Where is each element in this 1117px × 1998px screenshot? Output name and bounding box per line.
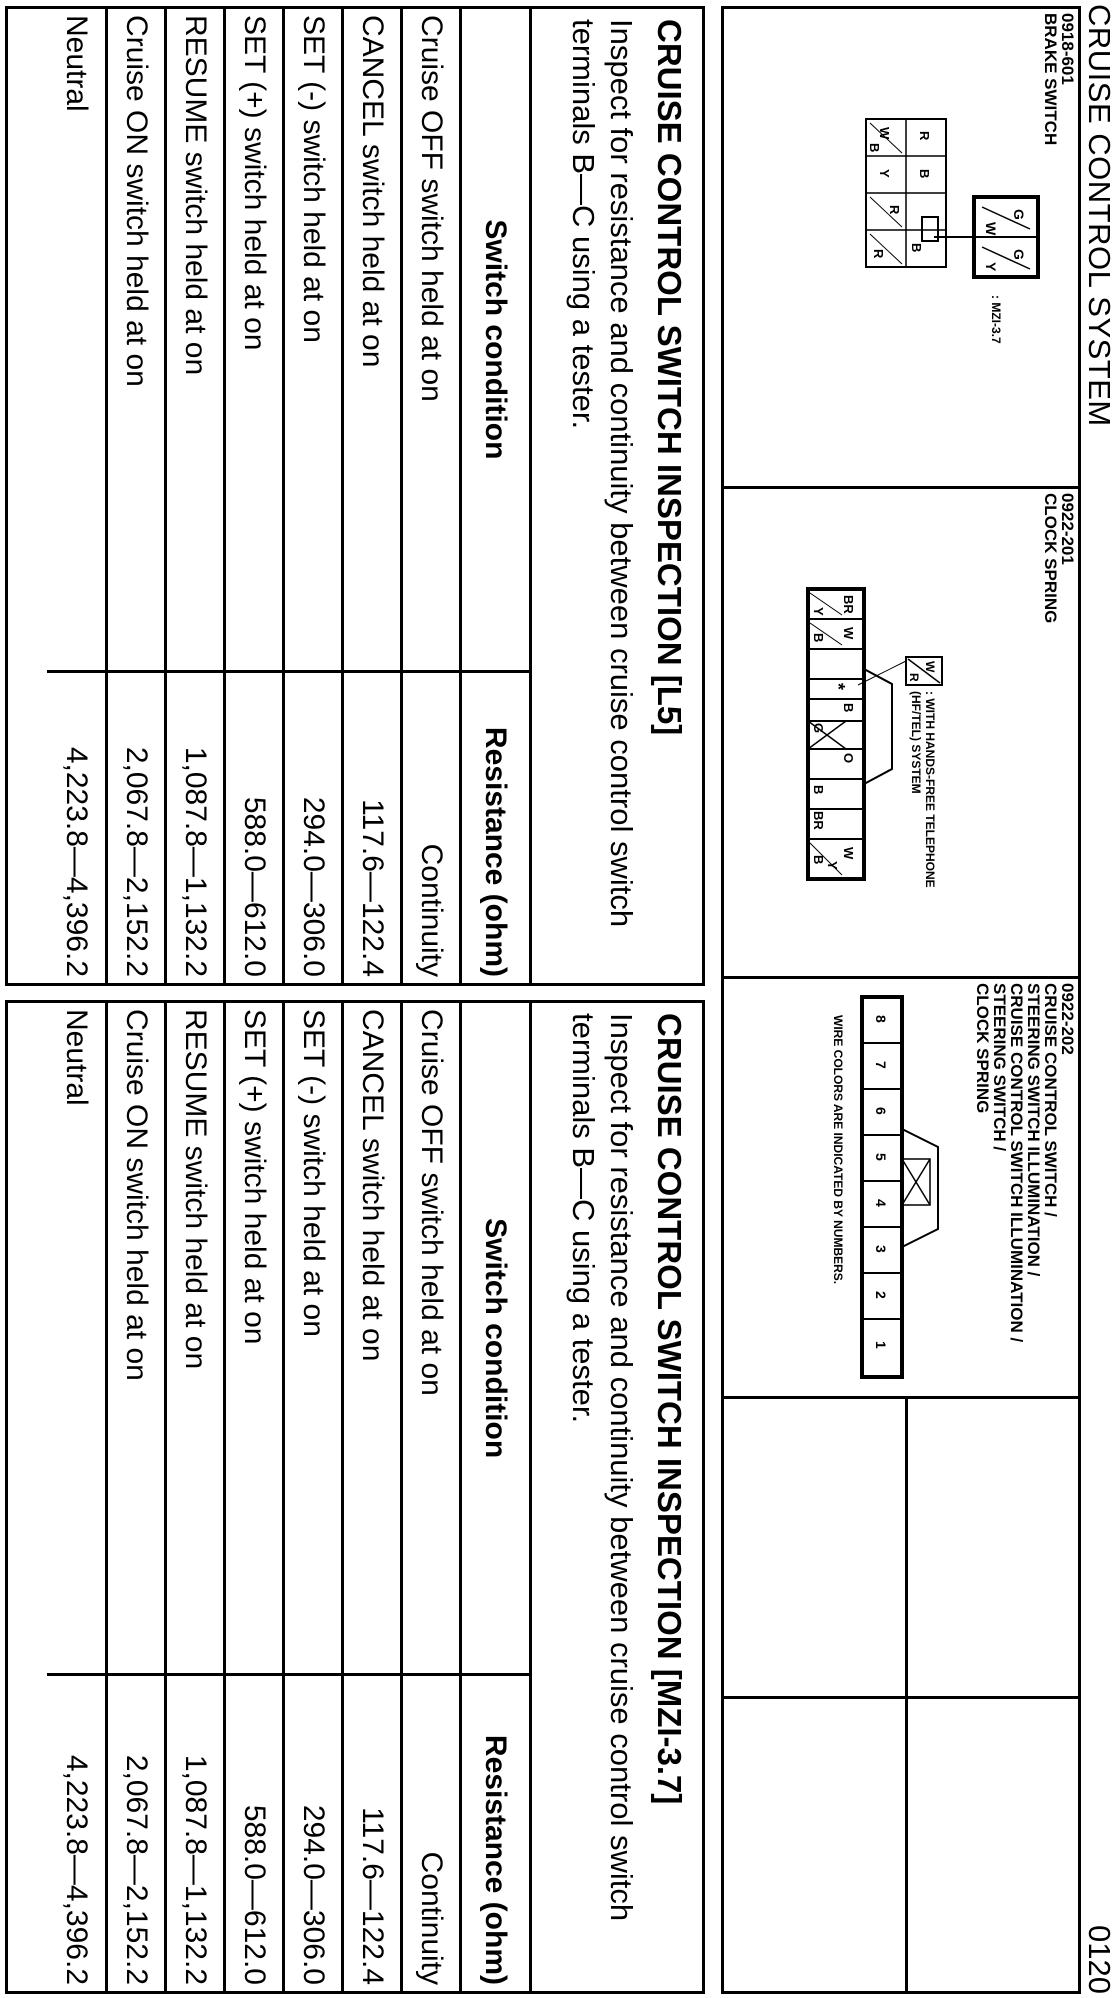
- switch-condition-cell: CANCEL switch held at on: [343, 9, 402, 671]
- connector-name: [1042, 9, 1059, 486]
- pin-label: W: [923, 661, 937, 673]
- pin-number: 5: [873, 1153, 889, 1161]
- pin-number: 7: [873, 1061, 889, 1069]
- switch-condition-cell: Cruise OFF switch held at on: [402, 9, 461, 671]
- resistance-cell: 117.6—122.4: [343, 1675, 402, 1991]
- page-title: CRUISE CONTROL SYSTEM: [1082, 4, 1117, 427]
- table-row: [48, 9, 107, 983]
- pin-label: W: [841, 847, 856, 860]
- pin-label: B: [917, 169, 932, 179]
- table-header-row: [461, 1003, 531, 1991]
- column-header-resistance: Resistance (ohm): [461, 671, 531, 983]
- connector-id: 0922-201: [1058, 493, 1077, 565]
- pin-number: 8: [873, 1015, 889, 1023]
- table-row: [343, 9, 402, 983]
- connector-cell-empty: [724, 1699, 1078, 1991]
- pin-label: B: [841, 703, 856, 713]
- brake-switch-connector-diagram: [722, 9, 1042, 489]
- resistance-cell: 2,067.8—2,152.2: [107, 671, 166, 983]
- column-header-switch-condition: Switch condition: [461, 1003, 531, 1675]
- resistance-table: [48, 9, 533, 983]
- connector-cell-brake-switch: [724, 9, 1078, 489]
- hf-tel-note: : WITH HANDS-FREE TELEPHONE: [923, 691, 937, 888]
- brake-switch-upper-connector: [934, 197, 1038, 277]
- connector-strip: [721, 6, 1081, 1994]
- pin-number: 4: [873, 1199, 889, 1207]
- switch-condition-cell: RESUME switch held at on: [166, 1003, 225, 1675]
- switch-condition-cell: RESUME switch held at on: [166, 9, 225, 671]
- table-row: [166, 9, 225, 983]
- pin-label: G: [811, 723, 826, 734]
- switch-condition-cell: SET (-) switch held at on: [284, 1003, 343, 1675]
- column-header-resistance: Resistance (ohm): [461, 1675, 531, 1991]
- hf-tel-key: [906, 657, 942, 888]
- resistance-cell: 294.0—306.0: [284, 671, 343, 983]
- switch-condition-cell: Cruise ON switch held at on: [107, 9, 166, 671]
- pin-label: G: [1011, 209, 1027, 220]
- resistance-cell: 4,223.8—4,396.2: [48, 671, 107, 983]
- pin-label: R: [917, 131, 932, 141]
- pin-label: G: [1011, 249, 1027, 260]
- switch-condition-cell: SET (+) switch held at on: [225, 9, 284, 671]
- table-row: [107, 9, 166, 983]
- brake-switch-lower-connector: [866, 119, 946, 267]
- resistance-cell: 588.0—612.0: [225, 671, 284, 983]
- pin-label: O: [841, 753, 856, 764]
- switch-condition-cell: CANCEL switch held at on: [343, 1003, 402, 1675]
- connector-name-line: CRUISE CONTROL SWITCH ILLUMINATION /: [1007, 983, 1026, 1343]
- panel-title: CRUISE CONTROL SWITCH INSPECTION [L5]: [651, 19, 688, 736]
- connector-name-line: BRAKE SWITCH: [1041, 13, 1060, 146]
- resistance-table: [48, 1003, 533, 1991]
- pin-label: W: [877, 127, 892, 140]
- pin-label: B: [811, 855, 826, 865]
- cruise-switch-connector-diagram: [738, 979, 958, 1399]
- resistance-cell: Continuity: [402, 671, 461, 983]
- resistance-cell: 588.0—612.0: [225, 1675, 284, 1991]
- page-number: 0120: [1082, 1925, 1117, 1994]
- switch-condition-cell: SET (+) switch held at on: [225, 1003, 284, 1675]
- brake-switch-note: : MZI-3.7: [989, 295, 1003, 344]
- connector-id: 0922-202: [1058, 983, 1077, 1055]
- clock-spring-connector-body: [808, 589, 906, 879]
- switch-condition-cell: Cruise ON switch held at on: [107, 1003, 166, 1675]
- switch-condition-cell: Neutral: [48, 9, 107, 671]
- switch-condition-cell: Cruise OFF switch held at on: [402, 1003, 461, 1675]
- pin-label: B: [811, 633, 826, 643]
- pin-label: B: [811, 785, 826, 795]
- pin-label: Y: [983, 262, 999, 272]
- pin-label: R: [871, 249, 886, 259]
- table-row: [284, 1003, 343, 1991]
- pin-label: B: [867, 143, 882, 153]
- resistance-cell: Continuity: [402, 1675, 461, 1991]
- table-row: [402, 1003, 461, 1991]
- pin-label: R: [887, 205, 902, 215]
- pin-label: Y: [811, 607, 826, 616]
- pin-label: *: [828, 683, 848, 691]
- connector-cell-clock-spring: [724, 489, 1078, 979]
- table-row: [343, 1003, 402, 1991]
- table-row: [225, 9, 284, 983]
- pin-number: 6: [873, 1107, 889, 1115]
- connector-name-line: CLOCK SPRING: [1041, 493, 1060, 624]
- panel-instruction: Inspect for resistance and continuity between cruise control switch terminals B—C using a tester.: [566, 1013, 639, 1922]
- wire-color-note: WIRE COLORS ARE INDICATED BY NUMBERS.: [831, 1015, 845, 1285]
- resistance-cell: 117.6—122.4: [343, 671, 402, 983]
- cell-divider: [905, 1699, 908, 1991]
- column-header-switch-condition: Switch condition: [461, 9, 531, 671]
- resistance-cell: 1,087.8—1,132.2: [166, 671, 225, 983]
- resistance-cell: 2,067.8—2,152.2: [107, 1675, 166, 1991]
- table-row: [48, 1003, 107, 1991]
- table-row: [402, 9, 461, 983]
- pin-number: 2: [873, 1291, 889, 1299]
- inspection-panel-l5: [5, 6, 705, 986]
- cell-divider: [905, 1399, 908, 1696]
- table-row: [225, 1003, 284, 1991]
- connector-cell-cruise-control-switch: [724, 979, 1078, 1399]
- pin-label: BR: [841, 595, 856, 614]
- table-header-row: [461, 9, 531, 983]
- resistance-cell: 294.0—306.0: [284, 1675, 343, 1991]
- pin-number: 3: [873, 1245, 889, 1253]
- pin-label: BR: [811, 811, 826, 830]
- connector-name: [1042, 489, 1059, 976]
- pin-label: Y: [825, 861, 840, 870]
- pin-label: W: [841, 627, 856, 640]
- connector-name-line: STEERING SWITCH ILLUMINATION /: [1024, 983, 1043, 1277]
- table-row: [166, 1003, 225, 1991]
- pin-label: Y: [877, 169, 892, 178]
- table-row: [107, 1003, 166, 1991]
- panel-instruction: Inspect for resistance and continuity between cruise control switch terminals B—C using a tester.: [566, 19, 639, 928]
- pin-label: B: [909, 243, 924, 253]
- pin-label: R: [907, 673, 921, 682]
- connector-name-line: CRUISE CONTROL SWITCH /: [1041, 983, 1060, 1217]
- connector-name-line: STEERING SWITCH /: [990, 983, 1009, 1152]
- connector-id: 0918-601: [1058, 13, 1077, 85]
- resistance-cell: 4,223.8—4,396.2: [48, 1675, 107, 1991]
- panel-title: CRUISE CONTROL SWITCH INSPECTION [MZI-3.7]: [651, 1013, 688, 1805]
- resistance-cell: 1,087.8—1,132.2: [166, 1675, 225, 1991]
- pin-label: W: [983, 222, 999, 236]
- inspection-panel-mzi-3-7: [5, 1000, 705, 1994]
- hf-tel-note-line2: (HF/TEL) SYSTEM: [909, 691, 923, 794]
- pin-number: 1: [873, 1341, 889, 1349]
- clock-spring-connector-diagram: [722, 489, 1042, 979]
- table-row: [284, 9, 343, 983]
- connector-name-line: CLOCK SPRING: [973, 983, 992, 1114]
- switch-condition-cell: SET (-) switch held at on: [284, 9, 343, 671]
- connector-name: [974, 979, 1059, 1396]
- connector-cell-empty: [724, 1399, 1078, 1699]
- switch-condition-cell: Neutral: [48, 1003, 107, 1675]
